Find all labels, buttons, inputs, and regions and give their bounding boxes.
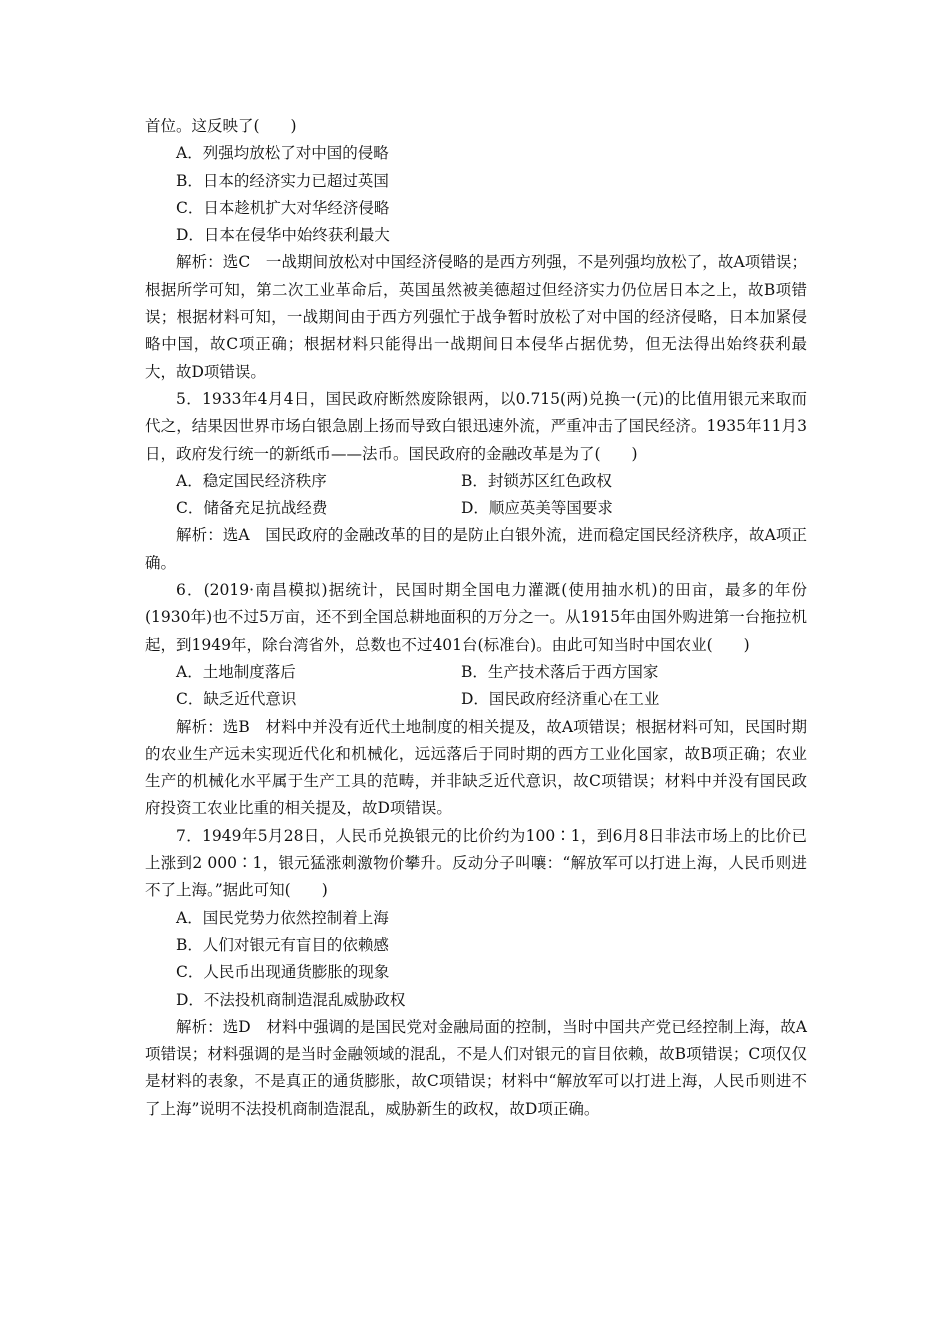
q5-stem: 5．1933年4月4日，国民政府断然废除银两，以0.715(两)兑换一(元)的比值用银元来取而代之，结果因世界市场白银急剧上扬而导致白银迅速外流，严重冲击了国民经济。1935年11月3日，政府发行统一的新纸币——法币。国民政府的金融改革是为了( ) xyxy=(145,389,807,463)
q4-option-a: A．列强均放松了对中国的侵略 xyxy=(176,144,389,163)
q6-option-c: C．缺乏近代意识 xyxy=(176,690,297,709)
q5-options-row-2 xyxy=(145,495,807,522)
q5-option-a: A．稳定国民经济秩序 xyxy=(176,471,327,490)
q7-analysis: 解析：选D 材料中强调的是国民党对金融局面的控制，当时中国共产党已经控制上海，故A项错误；材料强调的是当时金融领域的混乱，不是人们对银元的盲目依赖，故B项错误；C项仅仅是材料的表象，不是真正的通货膨胀，故C项错误；材料中“解放军可以打进上海，人民币则进不了上海”说明不法投机商制造混乱，威胁新生的政权，故D项正确。 xyxy=(145,1017,807,1118)
q4-option-b: B．日本的经济实力已超过英国 xyxy=(176,171,389,190)
q5-options-row-1 xyxy=(145,468,807,495)
q6-option-b: B．生产技术落后于西方国家 xyxy=(461,662,659,681)
q6-analysis: 解析：选B 材料中并没有近代土地制度的相关提及，故A项错误；根据材料可知，民国时期的农业生产远未实现近代化和机械化，远远落后于同时期的西方工业化国家，故B项正确；农业生产的机械化水平属于生产工具的范畴，并非缺乏近代意识，故C项错误；材料中并没有国民政府投资工农业比重的相关提及，故D项错误。 xyxy=(145,717,807,818)
q7-stem: 7．1949年5月28日，人民币兑换银元的比价约为100∶1，到6月8日非法市场上的比价已上涨到2 000∶1，银元猛涨刺激物价攀升。反动分子叫嚷：“解放军可以打进上海，人民币则进不了上海。”据此可知( ) xyxy=(145,826,807,900)
q6-stem: 6．(2019·南昌模拟)据统计，民国时期全国电力灌溉(使用抽水机)的田亩，最多的年份(1930年)也不过5万亩，还不到全国总耕地面积的万分之一。从1915年由国外购进第一台拖拉机起，到1949年，除台湾省外，总数也不过401台(标准台)。由此可知当时中国农业( ) xyxy=(145,581,807,654)
q7-option-a: A．国民党势力依然控制着上海 xyxy=(176,908,389,927)
q4-option-d: D．日本在侵华中始终获利最大 xyxy=(176,226,390,245)
document-page xyxy=(145,113,807,1123)
q5-option-d: D．顺应英美等国要求 xyxy=(461,499,613,518)
q5-option-c: C．储备充足抗战经费 xyxy=(176,499,328,518)
q6-option-d: D．国民政府经济重心在工业 xyxy=(461,690,660,709)
q7-option-c: C．人民币出现通货膨胀的现象 xyxy=(176,963,390,982)
q5-option-b: B．封锁苏区红色政权 xyxy=(461,471,612,490)
q6-option-a: A．土地制度落后 xyxy=(176,662,296,681)
q7-option-b: B．人们对银元有盲目的依赖感 xyxy=(176,935,389,954)
q7-option-d: D．不法投机商制造混乱威胁政权 xyxy=(176,990,406,1009)
q4-option-c: C．日本趁机扩大对华经济侵略 xyxy=(176,198,390,217)
q5-analysis: 解析：选A 国民政府的金融改革的目的是防止白银外流，进而稳定国民经济秩序，故A项正确。 xyxy=(145,526,807,572)
q4-analysis: 解析：选C 一战期间放松对中国经济侵略的是西方列强，不是列强均放松了，故A项错误；根据所学可知，第二次工业革命后，英国虽然被美德超过但经济实力仍位居日本之上，故B项错误；根据材料可知，一战期间由于西方列强忙于战争暂时放松了对中国的经济侵略，日本加紧侵略中国，故C项正确；根据材料只能得出一战期间日本侵华占据优势，但无法得出始终获利最大，故D项错误。 xyxy=(145,253,807,381)
q6-options-row-2 xyxy=(145,686,807,713)
q4-stem-tail: 首位。这反映了( ) xyxy=(145,117,297,135)
q6-options-row-1 xyxy=(145,659,807,686)
